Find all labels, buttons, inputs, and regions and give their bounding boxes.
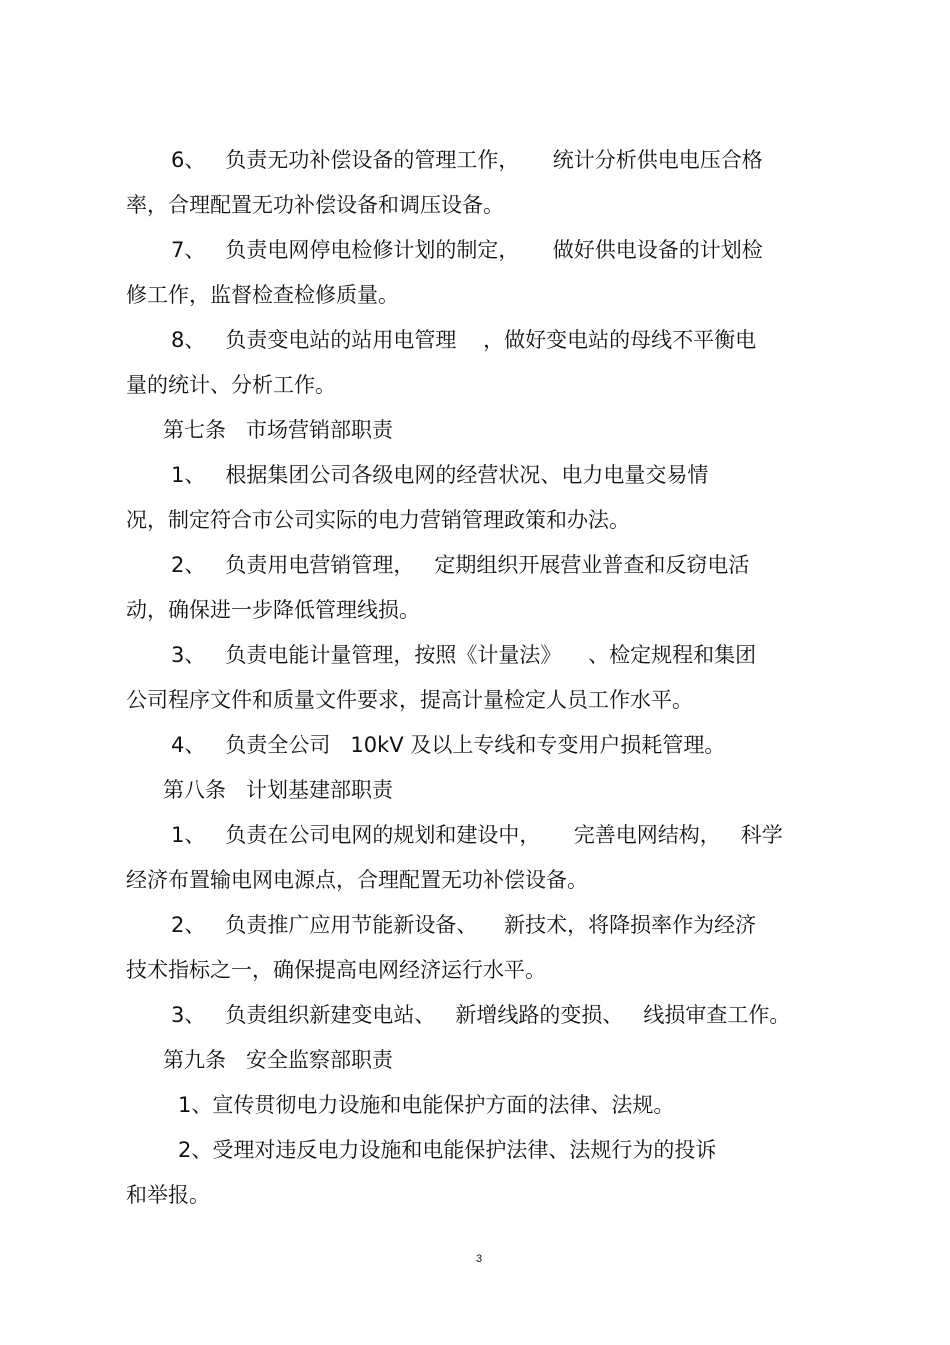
- text-line: 4、 负责全公司 10kV 及以上专线和专变用户损耗管理。: [171, 733, 726, 757]
- text-line: 技术指标之一，确保提高电网经济运行水平。: [126, 958, 546, 982]
- text-line: 量的统计、分析工作。: [126, 373, 336, 397]
- page-number: 3: [475, 1253, 483, 1265]
- text-line: 8、 负责变电站的站用电管理 ，做好变电站的母线不平衡电: [171, 328, 757, 352]
- text-line: 3、 负责电能计量管理，按照《计量法》 、检定规程和集团: [171, 643, 757, 667]
- text-line: 经济布置输电网电源点，合理配置无功补偿设备。: [126, 868, 588, 892]
- text-line: 修工作，监督检查检修质量。: [126, 283, 399, 307]
- text-line: 6、 负责无功补偿设备的管理工作， 统计分析供电电压合格: [171, 148, 763, 172]
- text-line: 1、 根据集团公司各级电网的经营状况、电力电量交易情: [171, 463, 709, 487]
- text-line: 况，制定符合市公司实际的电力营销管理政策和办法。: [126, 508, 630, 532]
- text-line: 7、 负责电网停电检修计划的制定， 做好供电设备的计划检: [171, 238, 763, 262]
- text-line: 1、宣传贯彻电力设施和电能保护方面的法律、法规。: [178, 1093, 675, 1117]
- article-heading: 第七条 市场营销部职责: [163, 418, 394, 442]
- text-line: 2、 负责用电营销管理， 定期组织开展营业普查和反窃电活: [171, 553, 750, 577]
- article-heading: 第八条 计划基建部职责: [163, 778, 394, 802]
- text-line: 2、受理对违反电力设施和电能保护法律、法规行为的投诉: [178, 1138, 717, 1162]
- text-line: 率，合理配置无功补偿设备和调压设备。: [126, 193, 504, 217]
- text-line: 3、 负责组织新建变电站、 新增线路的变损、 线损审查工作。: [171, 1003, 791, 1027]
- text-line: 公司程序文件和质量文件要求，提高计量检定人员工作水平。: [126, 688, 693, 712]
- text-line: 动，确保进一步降低管理线损。: [126, 598, 420, 622]
- text-line: 和举报。: [126, 1183, 210, 1207]
- text-line: 1、 负责在公司电网的规划和建设中， 完善电网结构， 科学: [171, 823, 783, 847]
- article-heading: 第九条 安全监察部职责: [163, 1048, 394, 1072]
- text-line: 2、 负责推广应用节能新设备、 新技术，将降损率作为经济: [171, 913, 757, 937]
